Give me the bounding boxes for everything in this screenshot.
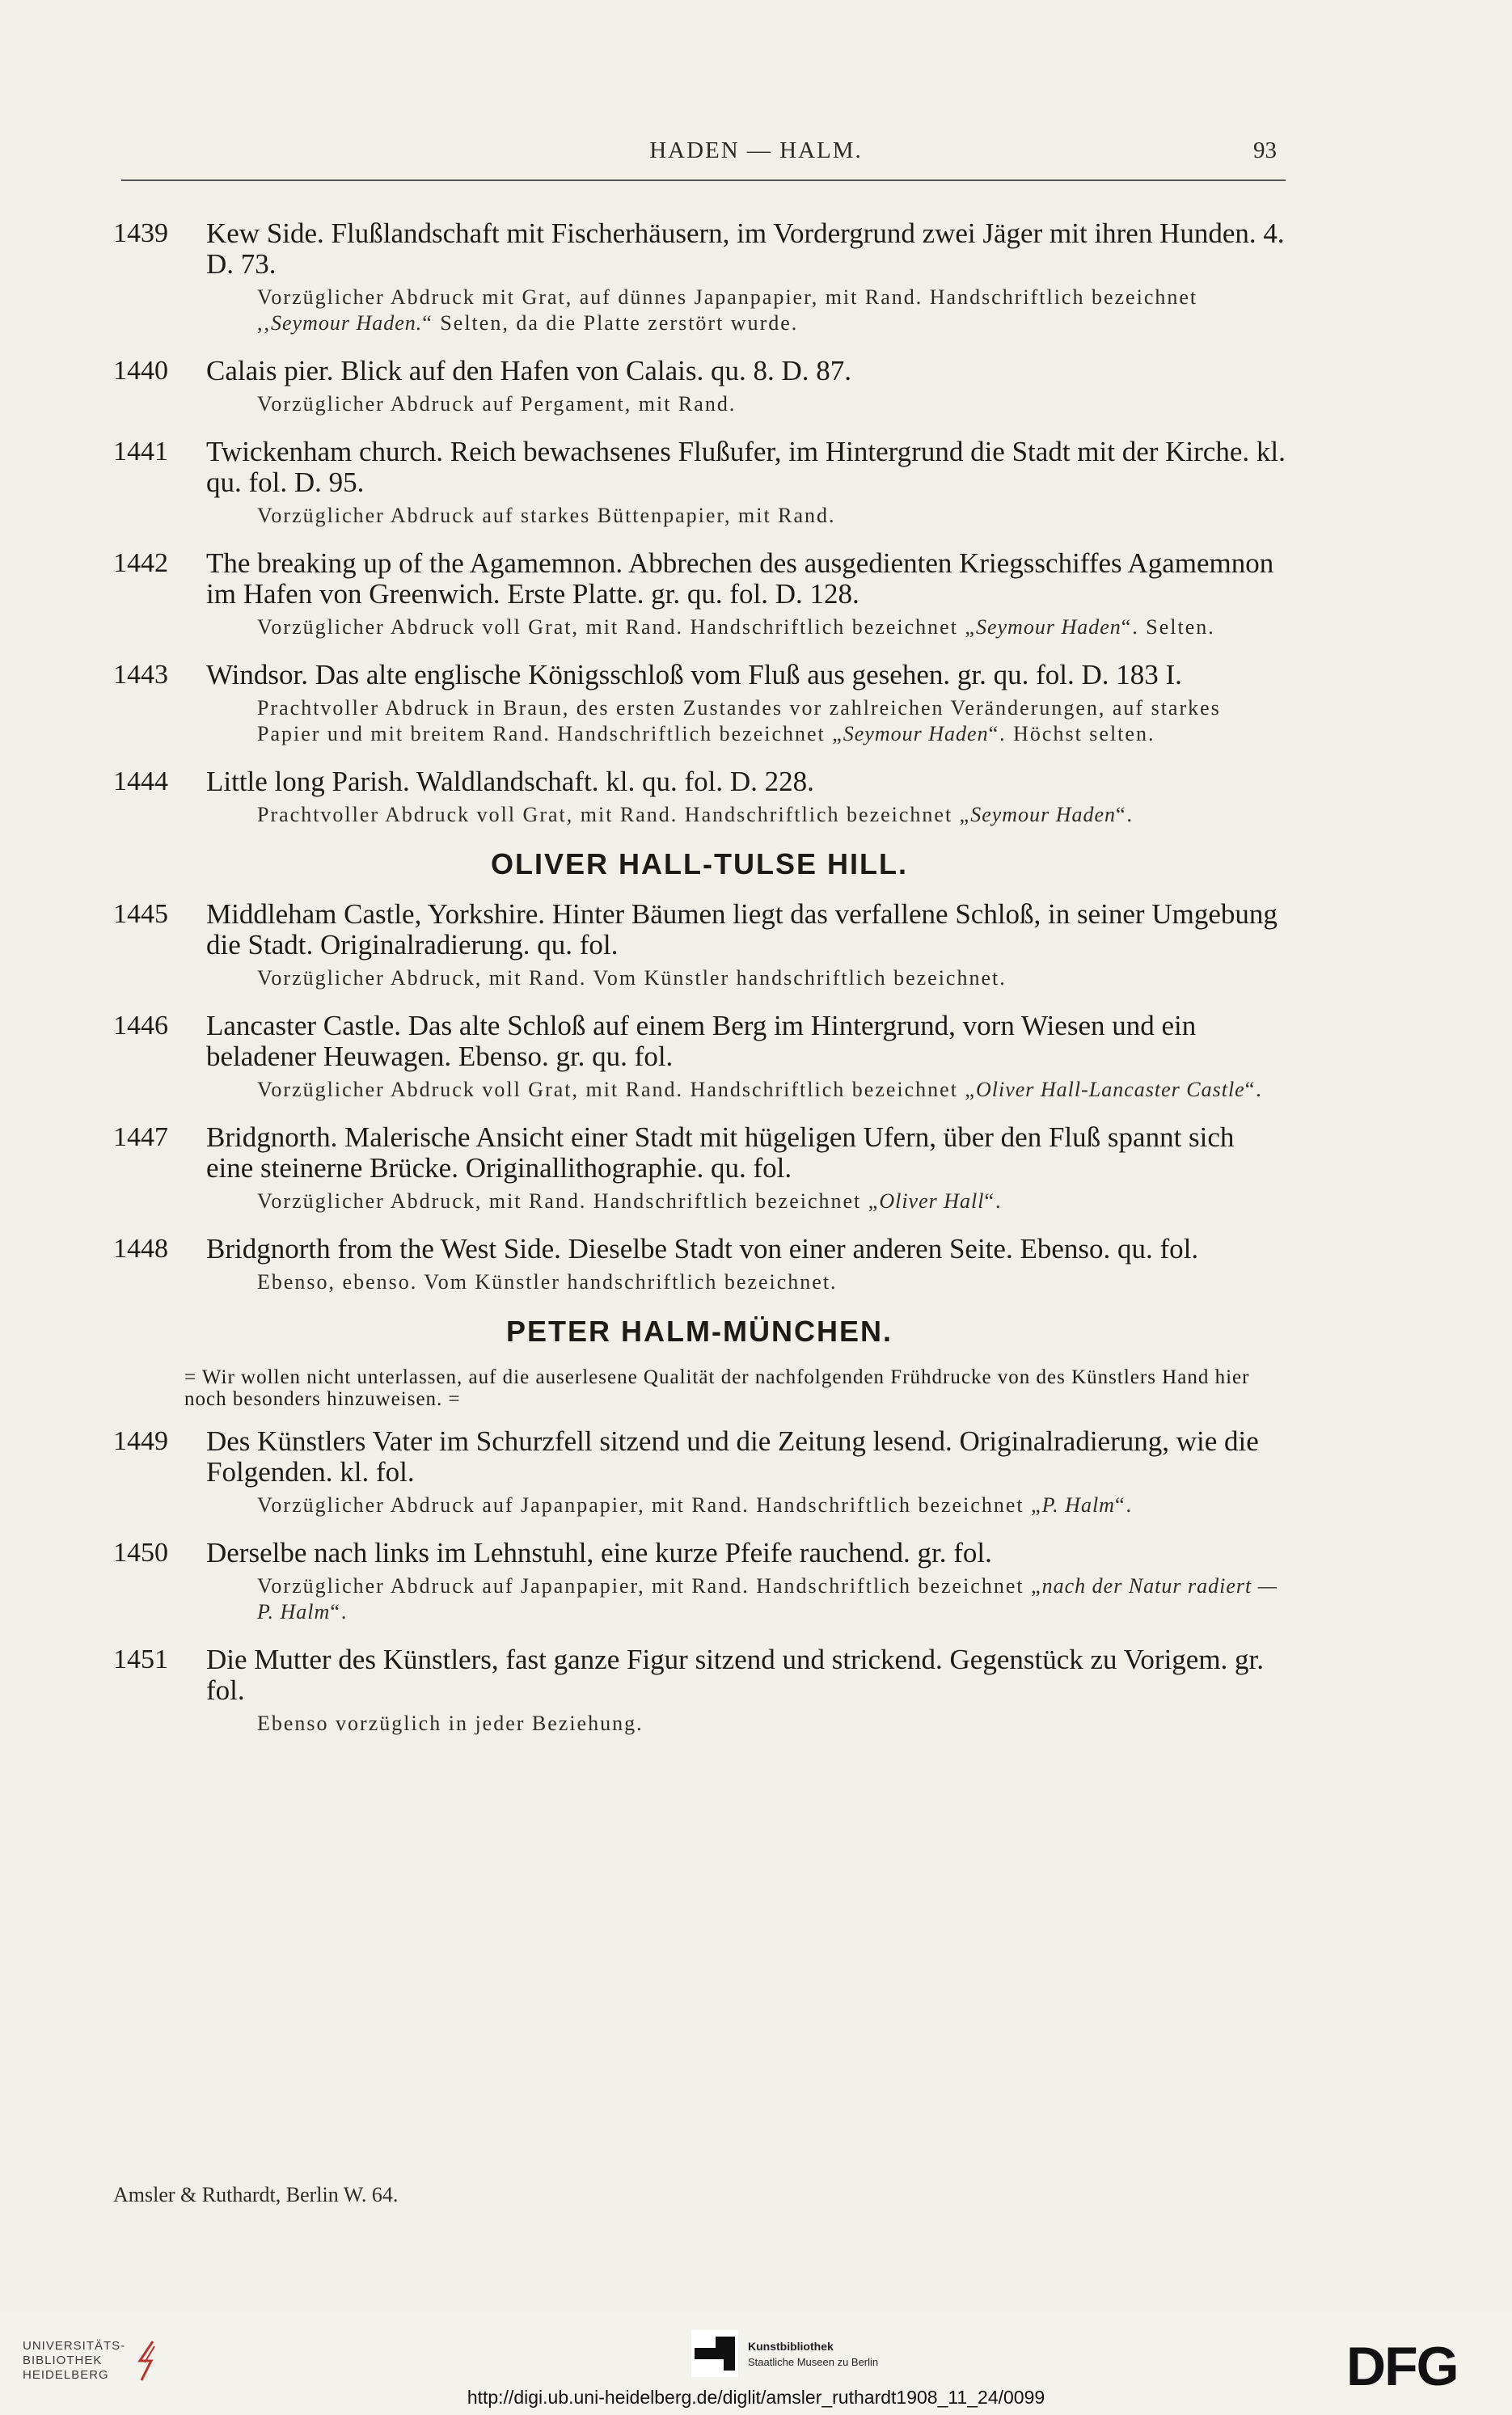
entry-note-signature: Seymour Haden xyxy=(843,722,989,745)
entry-note xyxy=(257,391,1286,417)
entry-note-suffix: “. xyxy=(1116,803,1134,826)
entry-number: 1446 xyxy=(113,1011,168,1041)
entry-number: 1450 xyxy=(113,1538,168,1568)
entry-number: 1439 xyxy=(113,218,168,248)
entry-note-suffix: “. xyxy=(330,1600,348,1623)
entry-note-suffix: “. Selten. xyxy=(1121,615,1215,639)
catalog-entry xyxy=(113,1011,1286,1103)
entry-title: Middleham Castle, Yorkshire. Hinter Bäumen liegt das verfallene Schloß, in seiner Umgebung die Stadt. Originalradierung. qu. fol. xyxy=(206,898,1278,961)
entry-note-signature: Seymour Haden xyxy=(975,615,1121,639)
entry-title: Bridgnorth from the West Side. Dieselbe Stadt von einer anderen Seite. Ebenso. qu. fol. xyxy=(206,1233,1199,1264)
permalink-url[interactable]: http://digi.ub.uni-heidelberg.de/diglit/amsler_ruthardt1908_11_24/0099 xyxy=(467,2387,1045,2408)
running-head: HADEN — HALM. xyxy=(649,137,863,163)
entry-note-suffix: “. xyxy=(1244,1078,1263,1101)
entry-note-text: Ebenso vorzüglich in jeder Beziehung. xyxy=(257,1712,644,1735)
entry-note-text: Vorzüglicher Abdruck auf Pergament, mit Rand. xyxy=(257,392,737,416)
entry-note-text: Vorzüglicher Abdruck auf Japanpapier, mit Rand. Handschriftlich bezeichnet „ xyxy=(257,1574,1042,1598)
page-number: 93 xyxy=(1253,137,1277,163)
uni-line-3: HEIDELBERG xyxy=(23,2368,109,2382)
entry-note-suffix: “. xyxy=(1114,1493,1133,1517)
entry-note xyxy=(257,503,1286,529)
entry-note-text: Vorzüglicher Abdruck voll Grat, mit Rand. Handschriftlich bezeichnet „ xyxy=(257,1078,976,1101)
publisher-line: Amsler & Ruthardt, Berlin W. 64. xyxy=(113,2183,399,2206)
entry-note-suffix: “ Selten, da die Platte zerstört wurde. xyxy=(422,311,799,335)
entry-note xyxy=(257,1573,1286,1625)
entry-note xyxy=(257,1492,1286,1518)
catalog-entry xyxy=(113,1122,1286,1214)
catalog-entry xyxy=(113,899,1286,991)
header-rule xyxy=(121,179,1286,181)
entry-number: 1448 xyxy=(113,1234,168,1264)
catalog-entry xyxy=(113,1538,1286,1625)
entry-note-text: Vorzüglicher Abdruck auf Japanpapier, mit Rand. Handschriftlich bezeichnet „ xyxy=(257,1493,1042,1517)
entry-note-signature: nach der Natur radiert — P. Halm xyxy=(257,1574,1278,1623)
university-emblem-icon xyxy=(133,2338,161,2383)
entry-note xyxy=(257,695,1286,747)
entry-note-signature: Seymour Haden xyxy=(970,803,1117,826)
entry-number: 1447 xyxy=(113,1122,168,1152)
entry-number: 1441 xyxy=(113,437,168,467)
entry-note xyxy=(257,1189,1286,1214)
entry-title: Windsor. Das alte englische Königsschloß vom Fluß aus gesehen. gr. qu. fol. D. 183 I. xyxy=(206,659,1182,690)
entry-title: Des Künstlers Vater im Schurzfell sitzend und die Zeitung lesend. Originalradierung, wie die Folgenden. kl. fol. xyxy=(206,1425,1259,1488)
catalog-entry xyxy=(113,1426,1286,1518)
kunstbibliothek-logo[interactable] xyxy=(691,2330,878,2377)
entry-title: Bridgnorth. Malerische Ansicht einer Stadt mit hügeligen Ufern, über den Fluß spannt sich eine steinerne Brücke. Originallithographie. qu. fol. xyxy=(206,1121,1235,1184)
catalog-entry xyxy=(113,660,1286,747)
entry-note xyxy=(257,1269,1286,1295)
kb-title: Kunstbibliothek xyxy=(748,2339,834,2353)
catalog-body xyxy=(113,218,1286,1756)
entry-note-signature: Oliver Hall xyxy=(879,1189,985,1213)
entry-number: 1444 xyxy=(113,766,168,796)
section-heading: PETER HALM-MÜNCHEN. xyxy=(506,1315,893,1348)
catalog-entry xyxy=(113,1234,1286,1295)
kunstbibliothek-emblem-icon xyxy=(691,2330,738,2377)
entry-title: Derselbe nach links im Lehnstuhl, eine kurze Pfeife rauchend. gr. fol. xyxy=(206,1537,992,1568)
entry-title: Die Mutter des Künstlers, fast ganze Figur sitzend und strickend. Gegenstück zu Vorigem. gr. fol. xyxy=(206,1644,1265,1706)
entry-title: Calais pier. Blick auf den Hafen von Calais. qu. 8. D. 87. xyxy=(206,355,852,386)
entry-note-text: Vorzüglicher Abdruck mit Grat, auf dünnes Japanpapier, mit Rand. Handschriftlich bezeichnet ,, xyxy=(257,285,1198,335)
section-intro-note: = Wir wollen nicht unterlassen, auf die auserlesene Qualität der nachfolgenden Frühdrucke von des Künstlers Hand hier noch besonders hinzuweisen. = xyxy=(184,1366,1250,1410)
uni-line-2: BIBLIOTHEK xyxy=(23,2354,103,2367)
entry-note-text: Prachtvoller Abdruck in Braun, des ersten Zustandes vor zahlreichen Veränderungen, auf starkes Papier und mit breitem Rand. Handschriftlich bezeichnet „ xyxy=(257,696,1221,745)
entry-note-text: Prachtvoller Abdruck voll Grat, mit Rand. Handschriftlich bezeichnet „ xyxy=(257,803,971,826)
catalog-entry xyxy=(113,437,1286,529)
entry-note-signature: P. Halm xyxy=(1041,1493,1115,1517)
dfg-logo[interactable]: DFG xyxy=(1346,2336,1458,2397)
catalog-entry xyxy=(113,548,1286,640)
entry-note-signature: Oliver Hall-Lancaster Castle xyxy=(975,1078,1245,1101)
entry-note-suffix: “. Höchst selten. xyxy=(988,722,1155,745)
catalog-entry xyxy=(113,1644,1286,1737)
entry-note-text: Vorzüglicher Abdruck, mit Rand. Handschriftlich bezeichnet „ xyxy=(257,1189,880,1213)
entry-number: 1442 xyxy=(113,548,168,578)
entry-number: 1449 xyxy=(113,1426,168,1456)
university-library-logo[interactable] xyxy=(23,2338,161,2383)
entry-title: Kew Side. Flußlandschaft mit Fischerhäusern, im Vordergrund zwei Jäger mit ihren Hunden. 4. D. 73. xyxy=(206,217,1285,280)
entry-note-text: Vorzüglicher Abdruck, mit Rand. Vom Künstler handschriftlich bezeichnet. xyxy=(257,966,1007,990)
entry-note-suffix: “. xyxy=(984,1189,1003,1213)
entry-number: 1440 xyxy=(113,356,168,386)
entry-note xyxy=(257,1077,1286,1103)
kb-subtitle: Staatliche Museen zu Berlin xyxy=(748,2355,879,2368)
entry-title: Twickenham church. Reich bewachsenes Flußufer, im Hintergrund die Stadt mit der Kirche. kl. qu. fol. D. 95. xyxy=(206,436,1286,498)
entry-note xyxy=(257,965,1286,991)
entry-note-text: Vorzüglicher Abdruck voll Grat, mit Rand. Handschriftlich bezeichnet „ xyxy=(257,615,976,639)
catalog-entry xyxy=(113,356,1286,417)
entry-note-text: Vorzüglicher Abdruck auf starkes Büttenpapier, mit Rand. xyxy=(257,504,836,527)
entry-note-signature: Seymour Haden. xyxy=(271,311,423,335)
section-heading: OLIVER HALL-TULSE HILL. xyxy=(491,847,908,880)
catalog-entry xyxy=(113,766,1286,828)
catalog-entry xyxy=(113,218,1286,336)
entry-note xyxy=(257,802,1286,828)
entry-number: 1451 xyxy=(113,1644,168,1674)
entry-number: 1445 xyxy=(113,899,168,929)
entry-title: Lancaster Castle. Das alte Schloß auf einem Berg im Hintergrund, vorn Wiesen und ein beladener Heuwagen. Ebenso. gr. qu. fol. xyxy=(206,1010,1197,1072)
entry-note xyxy=(257,614,1286,640)
entry-title: The breaking up of the Agamemnon. Abbrechen des ausgedienten Kriegsschiffes Agamemnon im Hafen von Greenwich. Erste Platte. gr. qu. fol. D. 128. xyxy=(206,547,1274,610)
entry-note xyxy=(257,285,1286,336)
entry-title: Little long Parish. Waldlandschaft. kl. qu. fol. D. 228. xyxy=(206,766,814,797)
entry-note-text: Ebenso, ebenso. Vom Künstler handschriftlich bezeichnet. xyxy=(257,1270,838,1294)
uni-line-1: UNIVERSITÄTS- xyxy=(23,2339,126,2353)
entry-number: 1443 xyxy=(113,660,168,690)
entry-note xyxy=(257,1711,1286,1737)
